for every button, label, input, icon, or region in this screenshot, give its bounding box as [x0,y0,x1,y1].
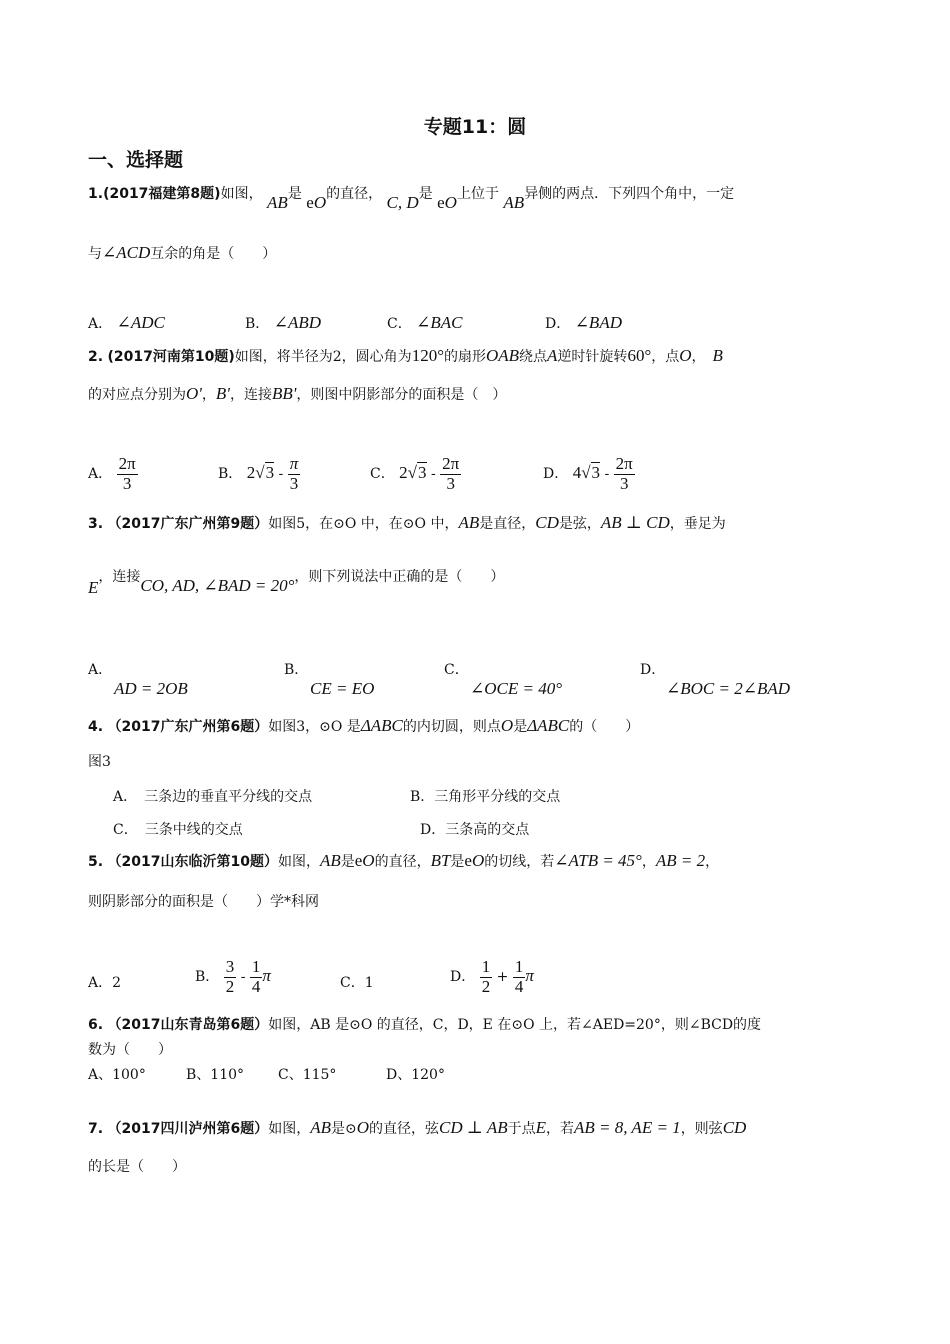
question-7-line-2: 的长是（ ） [88,1159,186,1175]
question-2-line-2: 的对应点分别为O'，B'，连接BB'，则图中阴影部分的面积是（ ） [88,384,507,403]
question-5-line-2: 则阴影部分的面积是（ ）学*科网 [88,894,319,910]
q1-option-b: B． ∠ABD [245,313,322,332]
question-2-line-1: 2. (2017河南第10题)如图，将半径为2，圆心角为120°的扇形OAB绕点A逆时针旋转60°，点O， B [88,346,723,365]
q4-option-a: A． 三条边的垂直平分线的交点 [113,789,313,805]
q3-option-b: B． CE = EO [284,662,375,698]
q3-option-a: A． AD = 2OB [88,662,188,698]
question-6-line-2: 数为（ ） [88,1042,172,1058]
question-source: （2017广东广州第9题） [107,516,269,532]
q5-option-b: B． $\frac{3}{2}$ - $\frac{1}{4}$ π [195,957,271,996]
q4-option-b: B．三角形平分线的交点 [410,789,561,805]
page-title: 专题11：圆 [423,116,527,138]
circle-symbol: e [437,193,445,212]
question-source: （2017四川泸州第6题） [107,1121,269,1137]
q1-option-d: D． ∠BAD [545,313,622,332]
section-heading: 一、选择题 [88,149,184,171]
q6-option-b: B、110° [186,1067,245,1083]
question-1-line-2: 与∠ACD互余的角是（ ） [88,243,277,262]
question-6-line-1: 6. （2017山东青岛第6题）如图，AB 是⊙O 的直径，C，D，E 在⊙O 上，若∠AED=20°，则∠BCD的度 [88,1017,762,1033]
q3-option-c: C． ∠OCE = 40° [444,662,563,698]
q2-option-a: A． $\frac{2\pi}{3}$ [88,454,136,493]
question-source: （2017广东广州第6题） [107,719,269,735]
circle-symbol: e [306,193,314,212]
circle-symbol: e [464,851,472,870]
question-7-line-1: 7. （2017四川泸州第6题）如图，AB是⊙O的直径，弦CD ⊥ AB于点E，若AB = 8, AE = 1，则弦CD [88,1118,747,1137]
q3-option-d: D． ∠BOC = 2∠BAD [640,662,791,698]
question-source: （2017山东临沂第10题） [107,854,278,870]
question-source: (2017福建第8题) [103,186,221,202]
question-3-line-1: 3. （2017广东广州第9题）如图5，在⊙O 中，在⊙O 中，AB是直径，CD是弦，AB ⊥ CD，垂足为 [88,513,726,532]
figure-label: 图3 [88,754,111,770]
q2-option-c: C． 2√3 - $\frac{2\pi}{3}$ [370,454,460,493]
circle-symbol: e [354,851,363,870]
q5-option-a: A．2 [88,975,122,991]
q6-option-d: D、120° [386,1067,445,1083]
q6-option-a: A、100° [88,1067,146,1083]
q5-option-c: C．1 [340,975,374,991]
question-number: 1. [88,186,104,202]
q5-option-d: D． $\frac{1}{2}$ + $\frac{1}{4}$ π [450,957,534,996]
q1-option-c: C． ∠BAC [387,313,463,332]
question-4-line-1: 4. （2017广东广州第6题）如图3，⊙O 是ΔABC的内切圆，则点O是ΔABC的（ ） [88,716,640,735]
q2-option-b: B． 2√3 - $\frac{\pi}{3}$ [218,454,299,493]
question-source: (2017河南第10题) [107,349,235,365]
q1-option-a: A． ∠ADC [88,313,165,332]
question-source: （2017山东青岛第6题） [107,1017,269,1033]
question-1-line-1: 1.(2017福建第8题)如图， AB是 eO的直径， C, D是 eO上位于 AB异侧的两点．下列四个角中，一定 [88,186,735,212]
question-5-line-1: 5. （2017山东临沂第10题）如图，AB是eO的直径，BT是eO的切线，若∠ATB = 45°，AB = 2， [88,851,720,870]
q2-option-d: D． 4√3 - $\frac{2\pi}{3}$ [543,454,633,493]
q4-option-c: C． 三条中线的交点 [113,822,243,838]
q6-option-c: C、115° [278,1067,337,1083]
q4-option-d: D．三条高的交点 [420,822,530,838]
question-3-line-2: E，连接CO, AD, ∠BAD = 20°，则下列说法中正确的是（ ） [88,569,505,597]
